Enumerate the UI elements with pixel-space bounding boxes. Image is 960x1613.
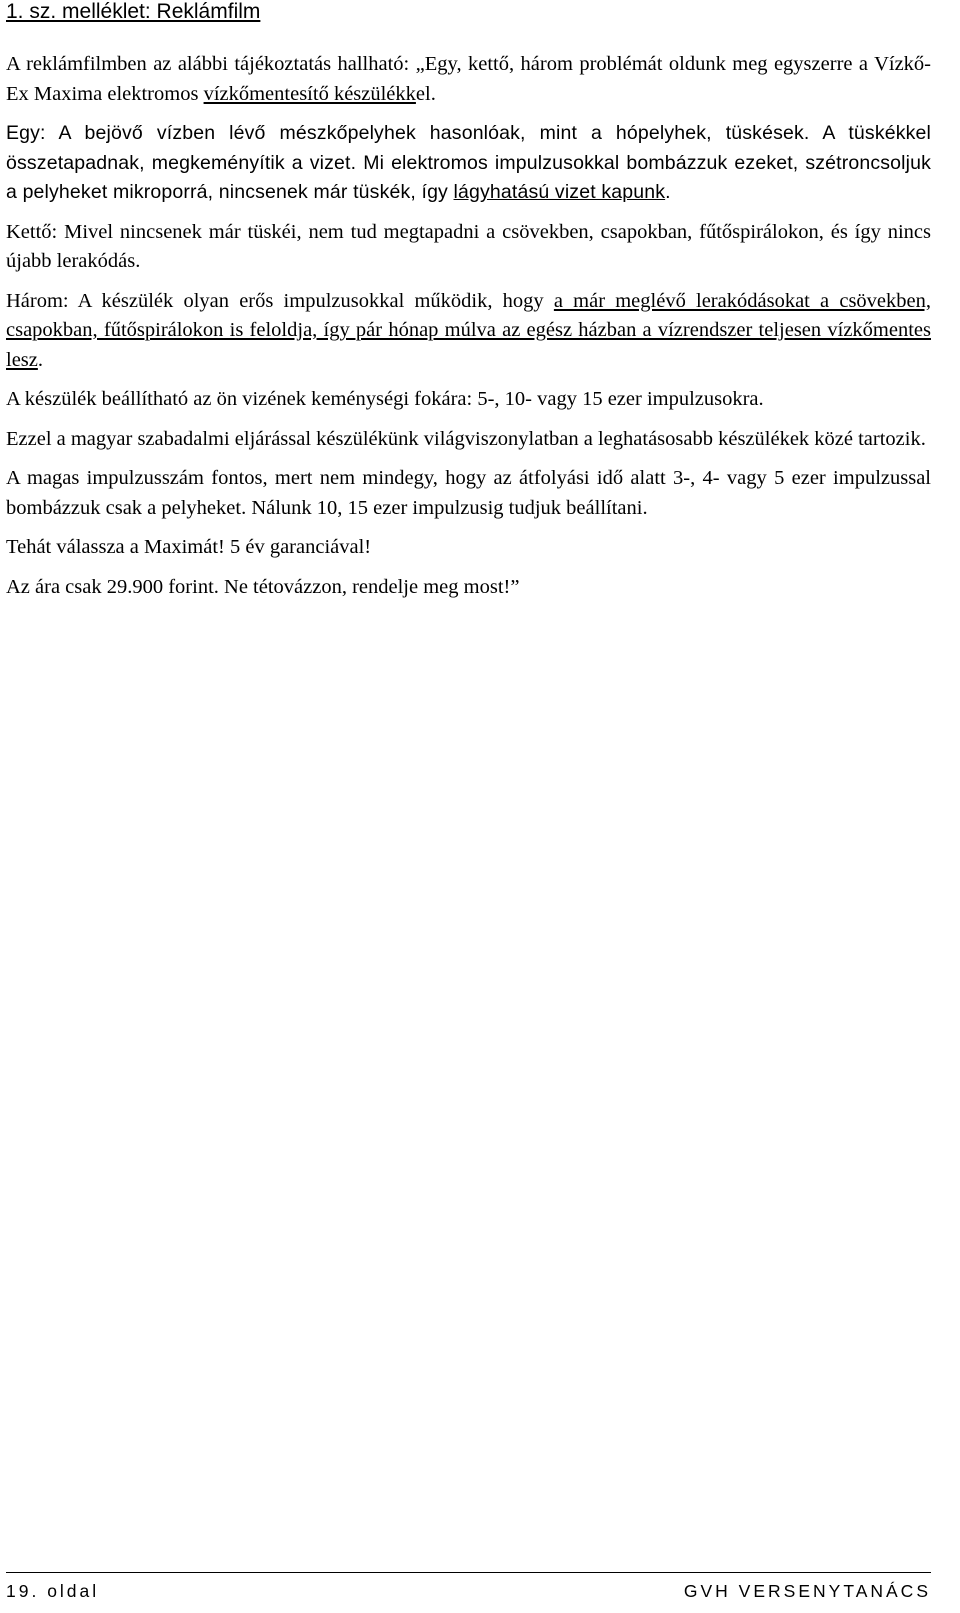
footer-divider	[6, 1572, 931, 1573]
paragraph-egy: Egy: A bejövő vízben lévő mészkőpelyhek hasonlóak, mint a hópelyhek, tüskések. A tüskékkel összetapadnak, megkeményítik a vizet. Mi elektromos impulzusokkal bombázzuk ezeket, szétroncsoljuk a pelyheket mikroporrá, nincsenek már tüskék, így lágyhatású vizet kapunk.	[6, 122, 931, 203]
paragraph-harom: Három: A készülék olyan erős impulzusokkal működik, hogy a már meglévő lerakódásokat a csövekben, csapokban, fűtőspirálokon is feloldja, így pár hónap múlva az egész házban a vízrendszer teljesen vízkőmentes lesz.	[6, 289, 931, 371]
page-title: 1. sz. melléklet: Reklámfilm	[6, 0, 261, 23]
document-body	[6, 50, 931, 612]
underlined-text: vízkőmentesítő készülékk	[203, 82, 416, 105]
underlined-text: lágyhatású vizet kapunk	[453, 181, 666, 203]
paragraph-patent: Ezzel a magyar szabadalmi eljárással készülékünk világviszonylatban a leghatásosabb készülékek közé tartozik.	[6, 427, 926, 450]
paragraph-choose: Tehát válassza a Maximát! 5 év garanciával!	[6, 536, 372, 558]
underlined-text: a már meglévő lerakódásokat a csövekben, csapokban, fűtőspirálokon is feloldja, így pár hónap múlva az egész házban a vízrendszer teljesen vízkőmentes lesz	[6, 289, 931, 371]
document-page	[6, 0, 931, 1613]
footer-page-number: 19. oldal	[6, 1581, 100, 1601]
paragraph-price: Az ára csak 29.900 forint. Ne tétovázzon, rendelje meg most!”	[6, 575, 520, 598]
paragraph-settings: A készülék beállítható az ön vizének keménységi fokára: 5-, 10- vagy 15 ezer impulzusokra.	[6, 388, 764, 410]
paragraph-intro: A reklámfilmben az alábbi tájékoztatás hallható: „Egy, kettő, három problémát oldunk meg egyszerre a Vízkő-Ex Maxima elektromos vízkőmentesítő készülékkel.	[6, 53, 931, 105]
footer-organization: GVH VERSENYTANÁCS	[683, 1581, 931, 1601]
page-footer	[6, 1580, 931, 1602]
paragraph-impulse: A magas impulzusszám fontos, mert nem mindegy, hogy az átfolyási idő alatt 3-, 4- vagy 5 ezer impulzussal bombázzuk csak a pelyheket. Nálunk 10, 15 ezer impulzusig tudjuk beállítani.	[6, 467, 931, 519]
paragraph-ketto: Kettő: Mivel nincsenek már tüskéi, nem tud megtapadni a csövekben, csapokban, fűtőspirálokon, és így nincs újabb lerakódás.	[6, 220, 931, 272]
